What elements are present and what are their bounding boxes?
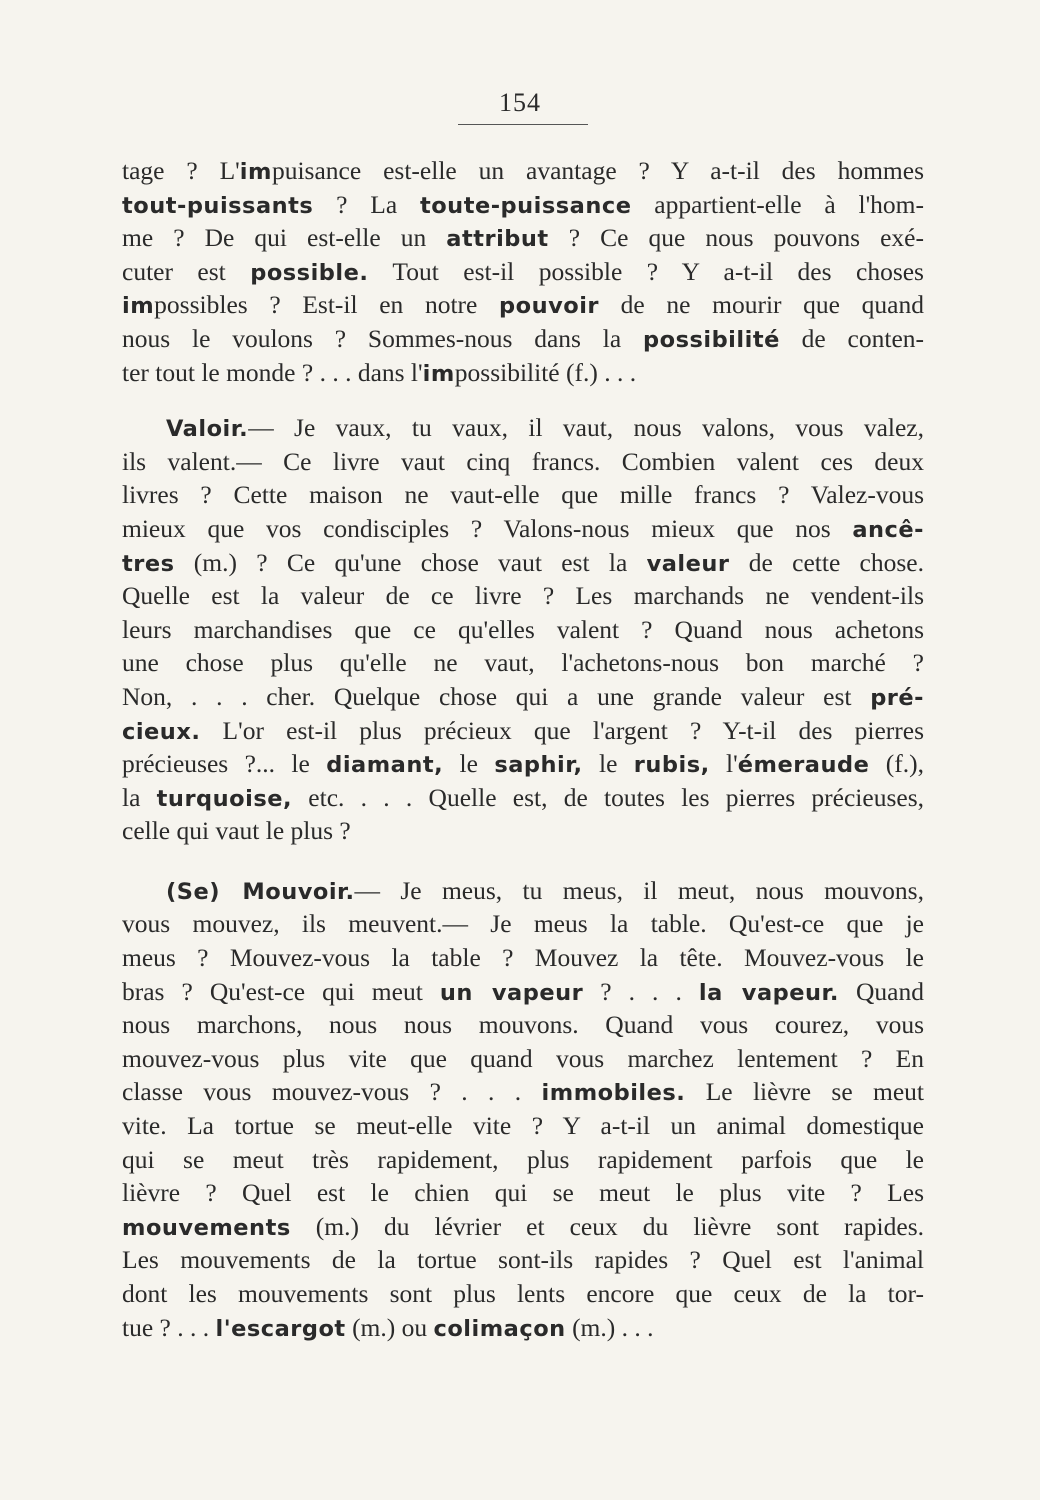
text-run: me ? De qui est-elle un [122, 223, 447, 253]
text-run: le [443, 749, 495, 779]
bold-term: attribut [446, 226, 549, 253]
text-run: Le lièvre se meut [685, 1077, 925, 1107]
text-line [122, 941, 924, 975]
bold-term: im [422, 360, 455, 387]
text-line [122, 322, 924, 356]
text-run: Non, . . . cher. Quelque chose qui a une grande valeur est [122, 681, 871, 711]
bold-term: tout-puissants [122, 192, 314, 219]
text-run: possibilité (f.) . . . [454, 357, 637, 387]
paragraph-gap [122, 389, 924, 411]
text-run: meus ? Mouvez-vous la table ? Mouvez la tête. Mouvez-vous le [122, 943, 924, 973]
text-line [122, 1143, 924, 1177]
text-line [122, 1210, 924, 1244]
paragraph [122, 874, 924, 1344]
text-run: vite. La tortue se meut-elle vite ? Y a-t-il un animal domestique [122, 1111, 924, 1141]
text-line [122, 1277, 924, 1311]
bold-term: rubis, [633, 752, 710, 779]
text-run: celle qui vaut le plus ? [122, 816, 351, 846]
page-number-rule [458, 124, 588, 125]
bold-term: mouvements [122, 1214, 291, 1241]
text-line [122, 975, 924, 1009]
bold-term: émeraude [737, 752, 870, 779]
text-line [122, 579, 924, 613]
text-run: une chose plus qu'elle ne vaut, l'achetons-nous bon marché ? [122, 648, 924, 678]
text-line [122, 714, 924, 748]
page-number: 154 [499, 88, 541, 117]
text-line [122, 546, 924, 580]
text-line [122, 255, 924, 289]
text-run: cuter est [122, 256, 251, 286]
bold-term: turquoise, [156, 785, 293, 812]
text-line [122, 1243, 924, 1277]
bold-term: pouvoir [499, 293, 600, 320]
page-body [122, 154, 924, 1344]
text-run: précieuses ?... le [122, 749, 327, 779]
text-run: leurs marchandises que ce qu'elles valent ? Quand nous achetons [122, 614, 924, 644]
text-line [122, 747, 924, 781]
text-run: ils valent.— Ce livre vaut cinq francs. Combien valent ces deux [122, 446, 924, 476]
text-line [122, 356, 924, 390]
bold-term: possibilité [643, 326, 780, 353]
text-run: ? . . . [583, 976, 699, 1006]
text-line [122, 1008, 924, 1042]
text-line [122, 188, 924, 222]
bold-term: pré- [870, 684, 924, 711]
text-run: (f.), [869, 749, 925, 779]
text-run: dont les mouvements sont plus lents encore que ceux de la tor- [122, 1279, 924, 1308]
text-run: — Je vaux, tu vaux, il vaut, nous valons, vous valez, [248, 413, 924, 443]
text-run: Quand [838, 976, 924, 1006]
bold-term: toute-puissance [419, 192, 632, 219]
bold-term: diamant, [326, 752, 444, 779]
text-run: (m.) ? Ce qu'une chose vaut est la [174, 547, 647, 577]
text-line [122, 288, 924, 322]
text-line [122, 613, 924, 647]
text-run: mouvez-vous plus vite que quand vous marchez lentement ? En [122, 1043, 924, 1073]
bold-term: un vapeur [439, 979, 584, 1006]
text-run: le [582, 749, 634, 779]
text-run: mieux que vos condisciples ? Valons-nous mieux que nos [122, 513, 853, 543]
bold-term: l'escargot [215, 1315, 346, 1342]
paragraph [122, 411, 924, 848]
text-run: etc. . . . Quelle est, de toutes les pierres précieuses, [292, 782, 925, 812]
text-line [122, 154, 924, 188]
bold-term: la vapeur. [698, 979, 839, 1006]
text-line [122, 907, 924, 941]
bold-term: possible. [250, 259, 369, 286]
text-run: bras ? Qu'est-ce qui meut [122, 976, 440, 1006]
text-line [122, 478, 924, 512]
text-run: possibles ? Est-il en notre [154, 290, 499, 320]
text-line [122, 411, 924, 445]
text-run: ? Ce que nous pouvons exé- [548, 223, 924, 253]
bold-term: colimaçon [433, 1315, 566, 1342]
text-run: — Je meus, tu meus, il meut, nous mouvons, [354, 875, 924, 905]
text-run: nous marchons, nous nous mouvons. Quand vous courez, vous [122, 1010, 924, 1040]
text-line [122, 680, 924, 714]
text-line [122, 646, 924, 680]
text-run: appartient-elle à l'hom- [631, 189, 925, 219]
paragraph-gap [122, 848, 924, 874]
text-line [122, 1176, 924, 1210]
paragraph [122, 154, 924, 389]
text-run: (m.) . . . [565, 1312, 654, 1342]
text-run: lièvre ? Quel est le chien qui se meut le plus vite ? Les [122, 1178, 924, 1208]
text-run: livres ? Cette maison ne vaut-elle que mille francs ? Valez-vous [122, 480, 924, 510]
text-line [122, 874, 924, 908]
bold-term: tres [122, 550, 175, 577]
bold-term: (Se) Mouvoir. [166, 878, 355, 905]
text-run: L'or est-il plus précieux que l'argent ? Y-t-il des pierres [200, 715, 924, 745]
bold-term: im [239, 159, 272, 185]
text-run: ? La [313, 189, 420, 219]
text-run: Les mouvements de la tortue sont-ils rapides ? Quel est l'animal [122, 1245, 924, 1275]
text-run: de ne mourir que quand [599, 290, 924, 320]
bold-term: im [122, 293, 155, 320]
text-run: nous le voulons ? Sommes-nous dans la [122, 323, 644, 353]
text-run: tage ? L' [122, 156, 240, 185]
text-run: Quelle est la valeur de ce livre ? Les marchands ne vendent-ils [122, 581, 924, 611]
text-run: de conten- [779, 323, 925, 353]
text-run: Tout est-il possible ? Y a-t-il des choses [368, 256, 924, 286]
bold-term: immobiles. [541, 1080, 686, 1107]
text-run: qui se meut très rapidement, plus rapidement parfois que le [122, 1144, 924, 1174]
text-run: puisance est-elle un avantage ? Y a-t-il des hommes [271, 156, 924, 185]
text-run: tue ? . . . [122, 1312, 216, 1342]
text-run: vous mouvez, ils meuvent.— Je meus la table. Qu'est-ce que je [122, 909, 924, 939]
text-run: l' [709, 749, 738, 779]
bold-term: Valoir. [166, 416, 249, 443]
text-run: (m.) du lévrier et ceux du lièvre sont rapides. [290, 1211, 924, 1241]
text-run: (m.) ou [345, 1312, 434, 1342]
text-line [122, 1075, 924, 1109]
text-run: de cette chose. [729, 547, 924, 577]
bold-term: cieux. [122, 718, 201, 745]
bold-term: ancê- [852, 516, 924, 543]
text-run: ter tout le monde ? . . . dans l' [122, 357, 423, 387]
bold-term: saphir, [494, 752, 583, 779]
text-line [122, 221, 924, 255]
text-line [122, 1042, 924, 1076]
text-line [122, 445, 924, 479]
text-line [122, 512, 924, 546]
text-run: la [122, 782, 157, 812]
text-line [122, 814, 924, 848]
text-line [122, 1109, 924, 1143]
text-run: classe vous mouvez-vous ? . . . [122, 1077, 542, 1107]
text-line [122, 1311, 924, 1345]
text-line [122, 781, 924, 815]
bold-term: valeur [646, 550, 730, 577]
